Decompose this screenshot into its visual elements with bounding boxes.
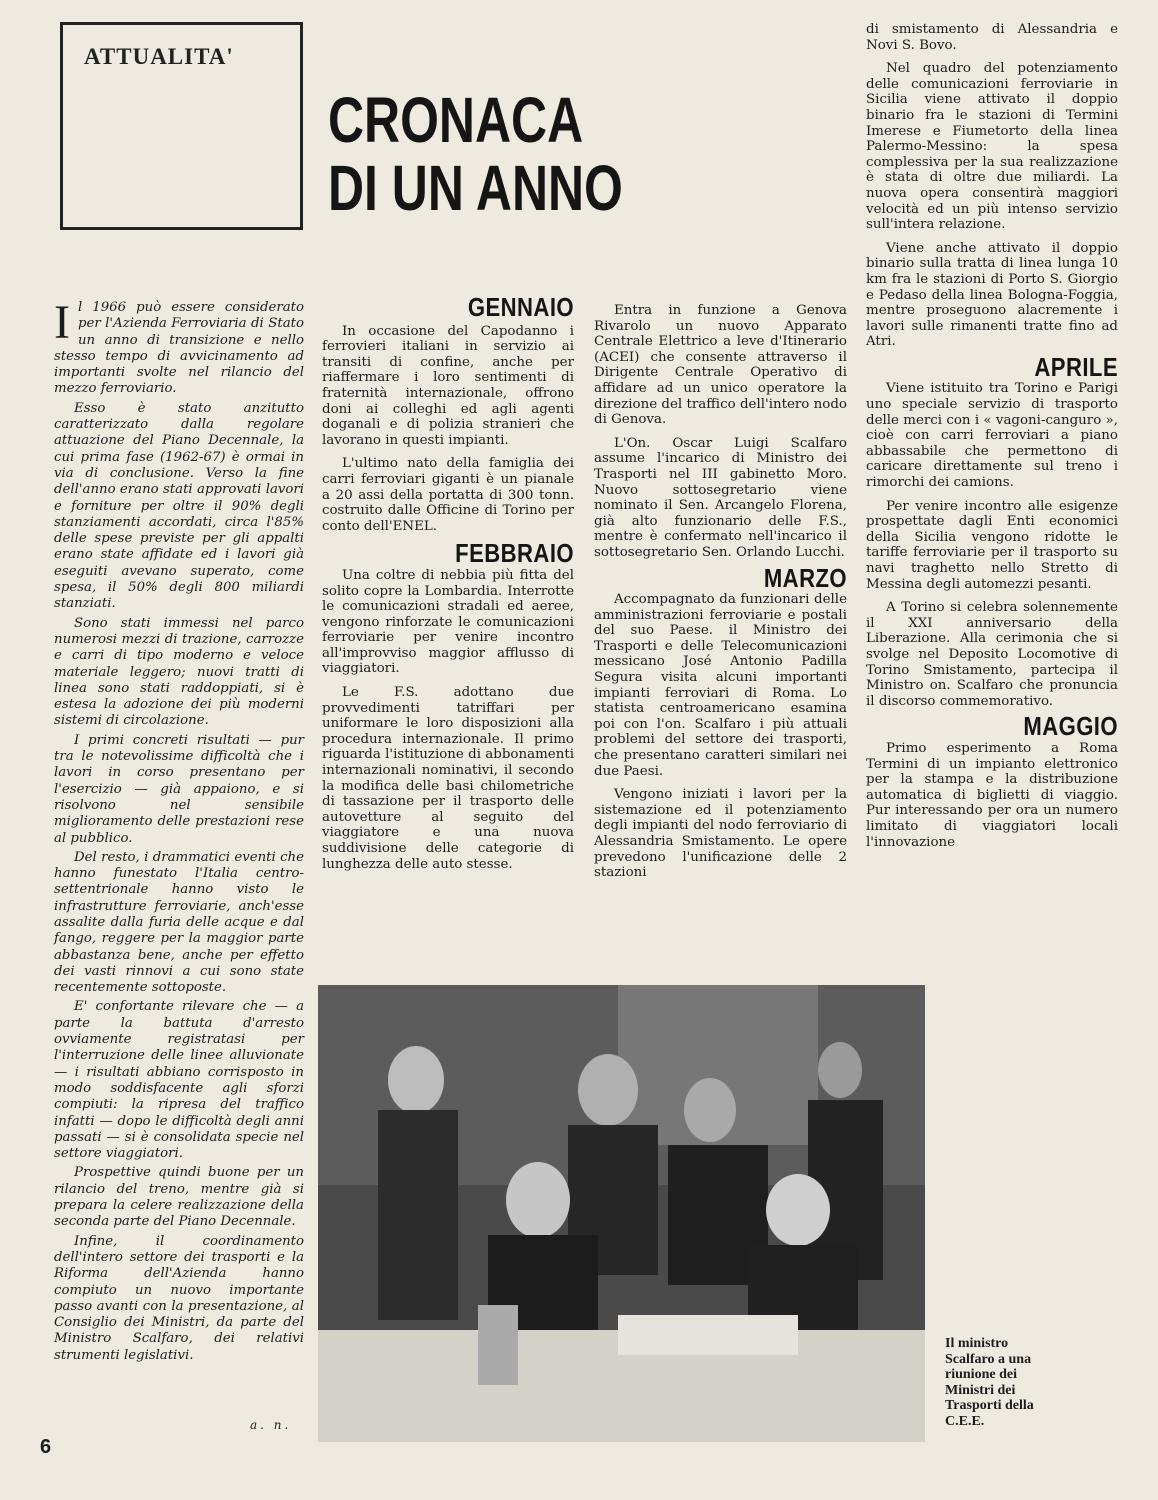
month-heading-gennaio: GENNAIO [467, 292, 574, 322]
page-number: 6 [40, 1436, 52, 1458]
intro-paragraph: Esso è stato anzitutto caratterizzato dalla regolare attuazione del Piano Decennale, la cui prima fase (1962-67) è ormai in via di conclusione. Verso la fine dell'anno erano stati approvati lavori e forniture per oltre il 90% degli stanziamenti accordati, circa l'85% delle spese previste per gli appalti erano state affidate ed i lavori già eseguiti avevano superato, come spesa, il 50% degli 800 miliardi stanziati. [54, 400, 304, 612]
intro-paragraph: Prospettive quindi buone per un rilancio del treno, mentre già si prepara la celere realizzazione della seconda parte del Piano Decennale. [54, 1165, 304, 1230]
intro-column [54, 296, 304, 1367]
paragraph: L'On. Oscar Luigi Scalfaro assume l'incarico di Ministro dei Trasporti nel III gabinetto Moro. Nuovo sottosegretario viene nominato il Sen. Arcangelo Florena, già alto funzionario delle F.S., mentre è confermato nell'incarico il sottosegretario Sen. Orlando Lucchi. [594, 435, 847, 560]
title-line-2: DI UN ANNO [328, 152, 623, 224]
drop-cap: I [54, 296, 70, 349]
intro-paragraph: E' confortante rilevare che — a parte la battuta d'arresto ovviamente registratasi per l'interruzione delle linee alluvionate — i risultati abbiano corrisposto in modo soddisfacente agli sforzi compiuti: la ripresa del traffico infatti — dopo le difficoltà degli anni passati — si è consolidata specie nel settore viaggiatori. [54, 999, 304, 1162]
column-3 [594, 303, 847, 889]
meeting-photo [318, 985, 925, 1442]
intro-paragraph: Del resto, i drammatici eventi che hanno funestato l'Italia centro-settentrionale hanno visto le infrastrutture ferroviarie, anch'esse assalite dalla furia delle acque e dal fango, reggere per la maggior parte abbastanza bene, anche per effetto dei vasti rinnovi a cui sono state recentemente sottoposte. [54, 849, 304, 996]
paragraph: Viene anche attivato il doppio binario sulla tratta di linea lunga 10 km fra le stazioni di Porto S. Giorgio e Pedaso della linea Bologna-Foggia, mentre proseguono alacremente i lavori sulle rimanenti tratte fino ad Atri. [866, 240, 1118, 350]
author-signature: a. n. [250, 1418, 292, 1432]
paragraph: Nel quadro del potenziamento delle comunicazioni ferroviarie in Sicilia viene attivato il doppio binario fra le stazioni di Termini Imerese e Fiumetorto della linea Palermo-Messino: la spesa complessiva per la sua realizzazione è stata di oltre due miliardi. La nuova opera consentirà maggiori velocità ed un più intenso servizio sull'intera relazione. [866, 61, 1118, 233]
photo-illustration [318, 985, 925, 1442]
intro-paragraph: Infine, il coordinamento dell'intero settore dei trasporti e la Riforma dell'Azienda hanno compiuto un nuovo importante passo avanti con la presentazione, al Consiglio dei Ministri, da parte del Ministro Scalfaro, dei relativi strumenti legislativi. [54, 1233, 304, 1363]
paragraph: L'ultimo nato della famiglia dei carri ferroviari giganti è un pianale a 20 assi della portatta di 300 tonn. costruito dalle Officine di Torino per conto dell'ENEL. [322, 456, 574, 534]
paragraph: In occasione del Capodanno i ferrovieri italiani in servizio ai transiti di confine, anche per riaffermare i loro sentimenti di fraternità internazionale, offrono doni ai colleghi ed agli agenti doganali e di polizia stranieri che lavorano in questi impianti. [322, 323, 574, 448]
paragraph: Entra in funzione a Genova Rivarolo un nuovo Apparato Centrale Elettrico a leve d'Itinerario (ACEI) che consente attraverso il Dirigente Centrale Operativo di affidare ad un unico operatore la direzione del traffico dell'intero nodo di Genova. [594, 303, 847, 428]
paragraph: di smistamento di Alessandria e Novi S. Bovo. [866, 22, 1118, 53]
month-heading-marzo: MARZO [763, 562, 847, 593]
month-heading-aprile: APRILE [1034, 351, 1118, 382]
paragraph: Viene istituito tra Torino e Parigi uno speciale servizio di trasporto delle merci con i « vagoni-canguro », cioè con carri ferroviari a piano abbassabile che permettono di caricare direttamente sul treno i rimorchi dei camions. [866, 381, 1118, 491]
intro-paragraph: I primi concreti risultati — pur tra le notevolissime difficoltà che i lavori in corso presentano per l'esercizio — già appaiono, e si risolvono nel sensibile miglioramento delle prestazioni rese al pubblico. [54, 732, 304, 846]
paragraph: Le F.S. adottano due provvedimenti tatriffari per uniformare le loro disposizioni alla procedura internazionale. Il primo riguarda l'istituzione di abbonamenti internazionali nominativi, il secondo la modifica delle basi chilometriche di tassazione per il trasporto delle autovetture al seguito del viaggiatore e una nuova suddivisione delle categorie di lunghezza delle auto stesse. [322, 685, 574, 872]
paragraph: A Torino si celebra solennemente il XXI anniversario della Liberazione. Alla cerimonia che si svolge nel Deposito Locomotive di Torino Smistamento, partecipa il Ministro on. Scalfaro che pronuncia il discorso commemorativo. [866, 600, 1118, 709]
column-2 [322, 292, 574, 880]
title-line-1: CRONACA [328, 84, 584, 156]
month-heading-maggio: MAGGIO [1023, 711, 1118, 742]
intro-paragraph: Sono stati immessi nel parco numerosi mezzi di trazione, carrozze e carri di tipo moderno e veloce materiale leggero; nuovi tratti di linea sono stati raddoppiati, si è estesa la adozione dei più moderni sistemi di circolazione. [54, 615, 304, 729]
month-heading-febbraio: FEBBRAIO [455, 538, 574, 569]
paragraph: Una coltre di nebbia più fitta del solito copre la Lombardia. Interrotte le comunicazioni stradali ed aeree, vengono rinforzate le comunicazioni ferroviarie per venire incontro all'improvviso maggior afflusso di viaggiatori. [322, 567, 574, 677]
paragraph: Primo esperimento a Roma Termini di un impianto elettronico per la stampa e la distribuzione automatica di biglietti di viaggio. Pur interessando per ora un numero limitato di viaggiatori locali l'innovazione [866, 740, 1118, 850]
paragraph: Vengono iniziati i lavori per la sistemazione ed il potenziamento degli impianti del nodo ferroviario di Alessandria Smistamento. Le opere prevedono l'unificazione delle 2 stazioni [594, 787, 847, 881]
article-title [328, 84, 623, 224]
section-kicker: ATTUALITA' [84, 44, 234, 69]
photo-caption: Il ministro Scalfaro a una riunione dei Ministri dei Trasporti della C.E.E. [945, 1336, 1034, 1429]
column-4 [866, 22, 1118, 858]
intro-paragraph: Il 1966 può essere considerato per l'Azienda Ferroviaria di Stato un anno di transizione e nello stesso tempo di avvicinamento ad importanti svolte nel rilancio del mezzo ferroviario. [54, 296, 304, 397]
paragraph: Accompagnato da funzionari delle amministrazioni ferroviarie e postali del suo Paese. il Ministro dei Trasporti e delle Telecomunicazioni messicano José Antonio Padilla Segura visita alcuni importanti impianti ferroviari di Roma. Lo statista centroamericano esamina poi con l'on. Scalfaro i più attuali problemi del settore dei trasporti, che presentano caratteri similari nei due Paesi. [594, 592, 847, 779]
paragraph: Per venire incontro alle esigenze prospettate dagli Enti economici della Sicilia vengono ridotte le tariffe ferroviarie per il trasporto su navi traghetto nello Stretto di Messina degli automezzi pesanti. [866, 498, 1118, 592]
